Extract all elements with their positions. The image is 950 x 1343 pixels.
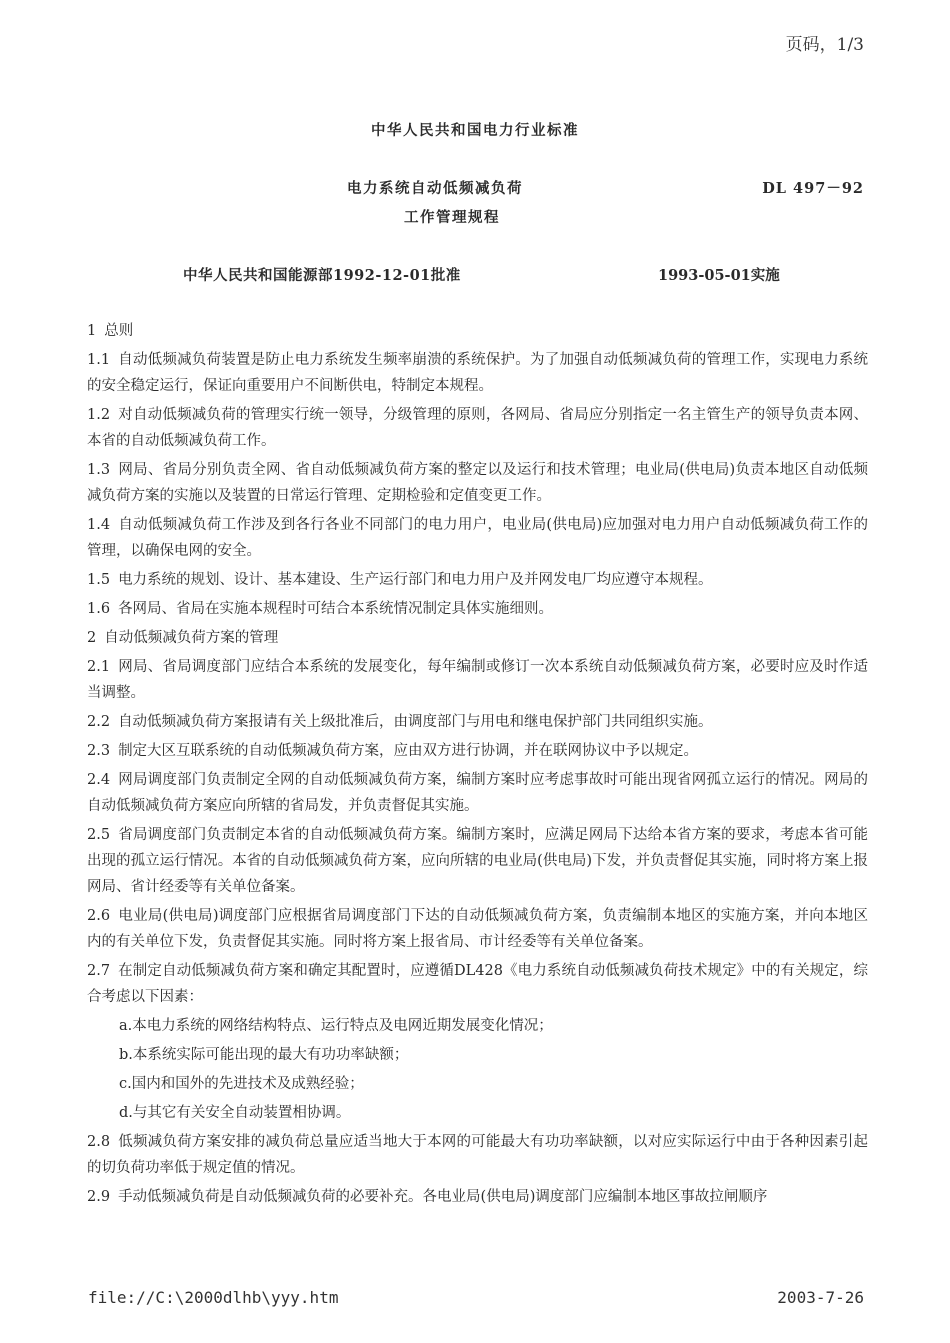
clause-number: 2.9 [87, 1189, 111, 1205]
clause-text: 网局、省局分别负责全网、省自动低频减负荷方案的整定以及运行和技术管理；电业局(供电局)负责本地区自动低频减负荷方案的实施以及装置的日常运行管理、定期检验和定值变更工作。 [87, 462, 868, 504]
clause-number: 2.5 [87, 827, 111, 843]
clause-number: 2.4 [87, 772, 111, 788]
clause-number: 2.1 [87, 659, 111, 675]
clause-paragraph [87, 709, 868, 735]
section-title: 总则 [104, 323, 134, 339]
section-heading [87, 625, 868, 651]
clause-text: 自动低频减负荷方案报请有关上级批准后，由调度部门与用电和继电保护部门共同组织实施。 [118, 714, 713, 730]
clause-text: 省局调度部门负责制定本省的自动低频减负荷方案。编制方案时，应满足网局下达给本省方案的要求，考虑本省可能出现的孤立运行情况。本省的自动低频减负荷方案，应向所辖的电业局(供电局)下发，并负责督促其实施，同时将方案上报网局、省计经委等有关单位备案。 [87, 827, 868, 895]
clause-paragraph [87, 958, 868, 1010]
clause-paragraph [87, 596, 868, 622]
clause-text: 手动低频减负荷是自动低频减负荷的必要补充。各电业局(供电局)调度部门应编制本地区事故拉闸顺序 [118, 1189, 768, 1205]
clause-text: 电力系统的规划、设计、基本建设、生产运行部门和电力用户及并网发电厂均应遵守本规程。 [118, 572, 713, 588]
clause-paragraph [87, 654, 868, 706]
section-number: 1 [87, 323, 97, 339]
clause-text: 网局调度部门负责制定全网的自动低频减负荷方案，编制方案时应考虑事故时可能出现省网孤立运行的情况。网局的自动低频减负荷方案应向所辖的省局发，并负责督促其实施。 [87, 772, 868, 814]
clause-number: 2.7 [87, 963, 111, 979]
clause-paragraph [87, 903, 868, 955]
clause-text: 在制定自动低频减负荷方案和确定其配置时，应遵循DL428《电力系统自动低频减负荷技术规定》中的有关规定，综合考虑以下因素： [87, 963, 868, 1005]
list-item: c.国内和国外的先进技术及成熟经验； [119, 1076, 364, 1092]
clause-text: 各网局、省局在实施本规程时可结合本系统情况制定具体实施细则。 [118, 601, 554, 617]
clause-number: 2.6 [87, 908, 111, 924]
clause-paragraph [87, 567, 868, 593]
page-indicator: 页码，1/3 [785, 35, 864, 55]
approval-line: 中华人民共和国能源部1992-12-01批准 [183, 267, 461, 284]
clause-text: 自动低频减负荷工作涉及到各行各业不同部门的电力用户，电业局(供电局)应加强对电力用户自动低频减负荷工作的管理，以确保电网的安全。 [87, 517, 868, 559]
section-heading [87, 318, 868, 344]
document-title-line1: 电力系统自动低频减负荷 [347, 180, 523, 197]
clause-number: 2.2 [87, 714, 111, 730]
document-body [87, 318, 868, 1213]
clause-number: 1.4 [87, 517, 111, 533]
section-number: 2 [87, 630, 97, 646]
clause-paragraph [87, 822, 868, 900]
clause-paragraph [87, 1129, 868, 1181]
clause-paragraph [87, 512, 868, 564]
clause-number: 1.3 [87, 462, 111, 478]
clause-paragraph [87, 1184, 868, 1210]
clause-number: 2.3 [87, 743, 111, 759]
clause-text: 制定大区互联系统的自动低频减负荷方案，应由双方进行协调，并在联网协议中予以规定。 [118, 743, 699, 759]
clause-number: 1.2 [87, 407, 111, 423]
clause-text: 网局、省局调度部门应结合本系统的发展变化，每年编制或修订一次本系统自动低频减负荷方案，必要时应及时作适当调整。 [87, 659, 868, 701]
clause-text: 自动低频减负荷装置是防止电力系统发生频率崩溃的系统保护。为了加强自动低频减负荷的管理工作，实现电力系统的安全稳定运行，保证向重要用户不间断供电，特制定本规程。 [87, 352, 868, 394]
clause-text: 电业局(供电局)调度部门应根据省局调度部门下达的自动低频减负荷方案，负责编制本地区的实施方案，并向本地区内的有关单位下发，负责督促其实施。同时将方案上报省局、市计经委等有关单位备案。 [87, 908, 868, 950]
clause-paragraph [87, 347, 868, 399]
section-title: 自动低频减负荷方案的管理 [104, 630, 279, 646]
clause-paragraph [87, 457, 868, 509]
clause-text: 对自动低频减负荷的管理实行统一领导，分级管理的原则，各网局、省局应分别指定一名主管生产的领导负责本网、本省的自动低频减负荷工作。 [87, 407, 868, 449]
footer-date: 2003-7-26 [777, 1288, 864, 1307]
clause-text: 低频减负荷方案安排的减负荷总量应适当地大于本网的可能最大有功功率缺额，以对应实际运行中由于各种因素引起的切负荷功率低于规定值的情况。 [87, 1134, 868, 1176]
footer-file-path: file://C:\2000dlhb\yyy.htm [88, 1288, 339, 1307]
clause-number: 1.5 [87, 572, 111, 588]
effective-date: 1993-05-01实施 [658, 267, 780, 284]
list-item: d.与其它有关安全自动装置相协调。 [119, 1105, 351, 1121]
clause-number: 1.6 [87, 601, 111, 617]
clause-number: 1.1 [87, 352, 111, 368]
document-title-line2: 工作管理规程 [404, 209, 500, 226]
clause-paragraph [87, 738, 868, 764]
list-item: b.本系统实际可能出现的最大有功功率缺额； [119, 1047, 409, 1063]
list-item: a.本电力系统的网络结构特点、运行特点及电网近期发展变化情况； [119, 1018, 553, 1034]
clause-paragraph [87, 402, 868, 454]
document-number: DL 497－92 [762, 180, 864, 197]
standard-org-title: 中华人民共和国电力行业标准 [371, 122, 579, 139]
clause-number: 2.8 [87, 1134, 111, 1150]
clause-paragraph [87, 767, 868, 819]
